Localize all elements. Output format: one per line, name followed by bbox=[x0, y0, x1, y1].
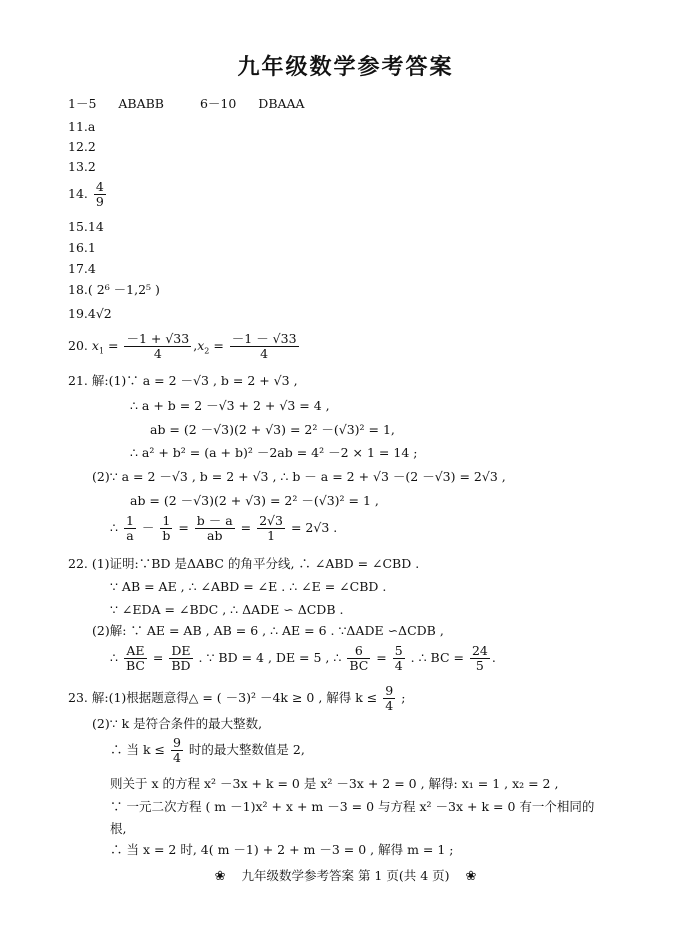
q21-line-3: ab = (2 －√3)(2 + √3) = 2² －(√3)² = 1, bbox=[150, 422, 395, 437]
fraction: $\frac{-1 - √33}{4}$ bbox=[231, 331, 297, 361]
q23-line-7: ∴ 当 x = 2 时, 4( m －1) + 2 + m －3 = 0 , 解得 m = 1 ; bbox=[110, 842, 454, 857]
flower-ornament-icon: ❀ bbox=[214, 869, 226, 884]
answer-value: 4 bbox=[87, 261, 96, 276]
q21-line-2: ∴ a + b = 2 －√3 + 2 + √3 = 4 , bbox=[130, 398, 330, 413]
mc-answers-2: DBAAA bbox=[258, 96, 305, 111]
answer-value: a bbox=[87, 119, 96, 134]
answer-number: 14. bbox=[68, 186, 88, 201]
answer-number: 18. bbox=[68, 282, 88, 297]
q23-line-5: ∵ 一元二次方程 ( m －1)x² + x + m －3 = 0 与方程 x² －3x + k = 0 有一个相同的 bbox=[110, 799, 595, 814]
answer-number: 12. bbox=[68, 139, 88, 154]
answer-number: 19. bbox=[68, 306, 88, 321]
answer-19 bbox=[68, 305, 112, 323]
q23-line-1: 23. 解:(1)根据题意得△ = ( －3)² －4k ≥ 0 , 解得 k ≤ $\frac{9}{4}$ ; bbox=[68, 683, 406, 713]
q23-line-3: ∴ 当 k ≤ $\frac{9}{4}$ 时的最大整数值是 2, bbox=[110, 735, 305, 765]
flower-ornament-icon: ❀ bbox=[465, 869, 477, 884]
answer-16 bbox=[68, 239, 96, 257]
answer-value: 4√2 bbox=[87, 306, 112, 321]
answer-value: 1 bbox=[87, 240, 96, 255]
answer-18 bbox=[68, 281, 160, 299]
mc-answers-1: ABABB bbox=[118, 96, 164, 111]
fraction: $\frac{-1 + √33}{4}$ bbox=[126, 331, 190, 361]
q22-line-4: (2)解: ∵ AE = AB , AB = 6 , ∴ AE = 6 . ∵ΔADE ∽ΔCDB , bbox=[92, 623, 444, 638]
q22-line-3: ∵ ∠EDA = ∠BDC , ∴ ΔADE ∽ ΔCDB . bbox=[110, 602, 344, 617]
answer-number: 13. bbox=[68, 159, 88, 174]
answer-value: 2 bbox=[87, 139, 96, 154]
q22-line-2: ∵ AB = AE , ∴ ∠ABD = ∠E . ∴ ∠E = ∠CBD . bbox=[110, 579, 387, 594]
answer-13 bbox=[68, 158, 96, 176]
answer-number: 15. bbox=[68, 219, 88, 234]
page-footer bbox=[0, 866, 691, 884]
answer-14 bbox=[68, 180, 108, 209]
answer-17 bbox=[68, 260, 96, 278]
q21-line-6: ab = (2 －√3)(2 + √3) = 2² －(√3)² = 1 , bbox=[130, 493, 379, 508]
answer-value: 2 bbox=[87, 159, 96, 174]
answer-value: ( 2⁶ －1,2⁵ ) bbox=[87, 282, 160, 297]
answer-number: 16. bbox=[68, 240, 88, 255]
answer-number: 17. bbox=[68, 261, 88, 276]
mc-range-1: 1－5 bbox=[68, 96, 97, 111]
q21-line-1: 21. 解:(1)∵ a = 2 －√3 , b = 2 + √3 , bbox=[68, 373, 298, 388]
q21-line-4: ∴ a² + b² = (a + b)² －2ab = 4² －2 × 1 = 14 ; bbox=[130, 445, 418, 460]
answer-20: 20. $x_1$ = $\frac{-1 + √33}{4}$ $,x_2$ = $\frac{-1 - √33}{4}$ bbox=[68, 331, 297, 361]
q22-line-1: 22. (1)证明:∵BD 是ΔABC 的角平分线, ∴ ∠ABD = ∠CBD . bbox=[68, 556, 420, 571]
q23-line-6: 根, bbox=[110, 821, 127, 836]
page-title: 九年级数学参考答案 bbox=[237, 55, 454, 80]
footer-text: 九年级数学参考答案 第 1 页(共 4 页) bbox=[241, 868, 450, 883]
answer-value: 14 bbox=[87, 219, 104, 234]
q21-line-7: ∴ $\frac{1}{a}$ － $\frac{1}{b}$ = $\frac{b - a}{ab}$ = $\frac{2√3}{1}$ = 2√3 . bbox=[110, 513, 338, 543]
q22-line-5: ∴ $\frac{AE}{BC}$ = $\frac{DE}{BD}$ . ∵ BD = 4 , DE = 5 , ∴ $\frac{6}{BC}$ = $\frac{5}{4}$ . ∴ BC = $\frac{24}{5}$ . bbox=[110, 643, 496, 673]
q23-line-2: (2)∵ k 是符合条件的最大整数, bbox=[92, 716, 263, 731]
q23-line-4: 则关于 x 的方程 x² －3x + k = 0 是 x² －3x + 2 = 0 , 解得: x₁ = 1 , x₂ = 2 , bbox=[110, 776, 559, 791]
fraction: $\frac{4}{9}$ bbox=[95, 179, 104, 209]
mc-answers bbox=[68, 95, 305, 113]
answer-12 bbox=[68, 138, 96, 156]
q21-line-5: (2)∵ a = 2 －√3 , b = 2 + √3 , ∴ b － a = 2 + √3 －(2 －√3) = 2√3 , bbox=[92, 469, 506, 484]
answer-11 bbox=[68, 118, 95, 136]
mc-range-2: 6－10 bbox=[199, 96, 237, 111]
answer-15 bbox=[68, 218, 104, 236]
answer-number: 11. bbox=[68, 119, 88, 134]
answer-number: 20. bbox=[68, 338, 88, 353]
